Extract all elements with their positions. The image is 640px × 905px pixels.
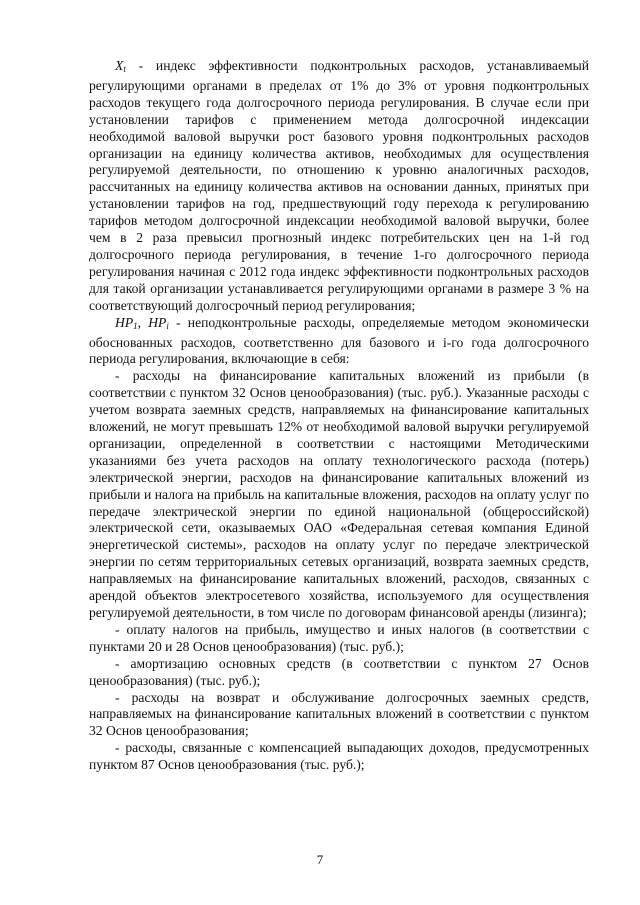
symbol-hp-2-subscript: i — [166, 320, 169, 331]
paragraph-hp-definition — [89, 315, 589, 369]
document-body — [89, 58, 589, 774]
formula-symbol — [115, 315, 138, 330]
symbol-hp-subscript: 1 — [133, 320, 138, 331]
formula-symbol — [115, 58, 126, 73]
symbol-x: X — [115, 58, 124, 73]
page-number: 7 — [316, 852, 324, 867]
formula-symbol-2 — [148, 315, 169, 330]
list-item: - амортизацию основных средств (в соответствии с пунктом 27 Основ ценообразования) (тыс. руб.); — [89, 655, 589, 688]
symbol-hp-2: HP — [148, 314, 167, 330]
paragraph-text: - неподконтрольные расходы, определяемые методом экономически обоснованных расходов, соответственно для базового и i-го года долгосрочного периода регулирования, включающие в себя: — [89, 314, 590, 367]
list-item: - расходы, связанные с компенсацией выпадающих доходов, предусмотренных пунктом 87 Основ ценообразования (тыс. руб.); — [89, 740, 589, 773]
symbol-separator: , — [137, 314, 149, 330]
list-item: - расходы на финансирование капитальных вложений из прибыли (в соответствии с пунктом 32 Основ ценообразования) (тыс. руб.). Указанные расходы с учетом возврата заемных средств, направляемых на финансирование капитальных вложений, не могут превышать 12% от необходимой валовой выручки регулируемой организации, определенной в соответствии с настоящими Методическими указаниями без учета расходов на оплату технологического расхода (потерь) электрической энергии, расходов на финансирование капитальных вложений из прибыли и налога на прибыль на капитальные вложения, расходов на оплату услуг по передаче электрической энергии по единой национальной (общероссийской) электрической сети, оказываемых ОАО «Федеральная сетевая компания Единой энергетической системы», расходов на оплату услуг по передаче электрической энергии по сетям территориальных сетевых организаций, возврата заемных средств, направляемых на финансирование капитальных вложений, расходов, связанных с арендой объектов электросетевого хозяйства, используемого для осуществления регулируемой деятельности, в том числе по договорам финансовой аренды (лизинга); — [89, 368, 589, 620]
list-item: - расходы на возврат и обслуживание долгосрочных заемных средств, направляемых на финансирование капитальных вложений в соответствии с пунктом 32 Основ ценообразования; — [89, 689, 589, 739]
symbol-hp: HP — [115, 314, 134, 330]
list-item: - оплату налогов на прибыль, имущество и иных налогов (в соответствии с пунктами 20 и 28 Основ ценообразования) (тыс. руб.); — [89, 621, 589, 654]
symbol-x-subscript: t — [123, 64, 126, 74]
paragraph-xt-definition — [89, 58, 589, 315]
paragraph-text: - индекс эффективности подконтрольных расходов, устанавливаемый регулирующими органами в пределах от 1% до 3% от уровня подконтрольных расходов текущего года долгосрочного периода регулирования. В случае если при установлении тарифов с применением метода долгосрочной индексации необходимой валовой выручки рост базового уровня подконтрольных расходов организации на единицу количества активов, необходимых для осуществления регулируемой деятельности, по отношению к уровню аналогичных расходов, рассчитанных на единицу количества активов на основании данных, принятых при установлении тарифов на год, предшествующий году перехода к регулированию тарифов методом долгосрочной индексации необходимой валовой выручки, более чем в 2 раза превысил прогнозный индекс потребительских цен на 1-й год долгосрочного периода регулирования, в течение 1-го долгосрочного периода регулирования начиная с 2012 года индекс эффективности подконтрольных расходов для такой организации устанавливается регулирующими органами в размере 3 % на соответствующий долгосрочный период регулирования; — [89, 58, 589, 313]
